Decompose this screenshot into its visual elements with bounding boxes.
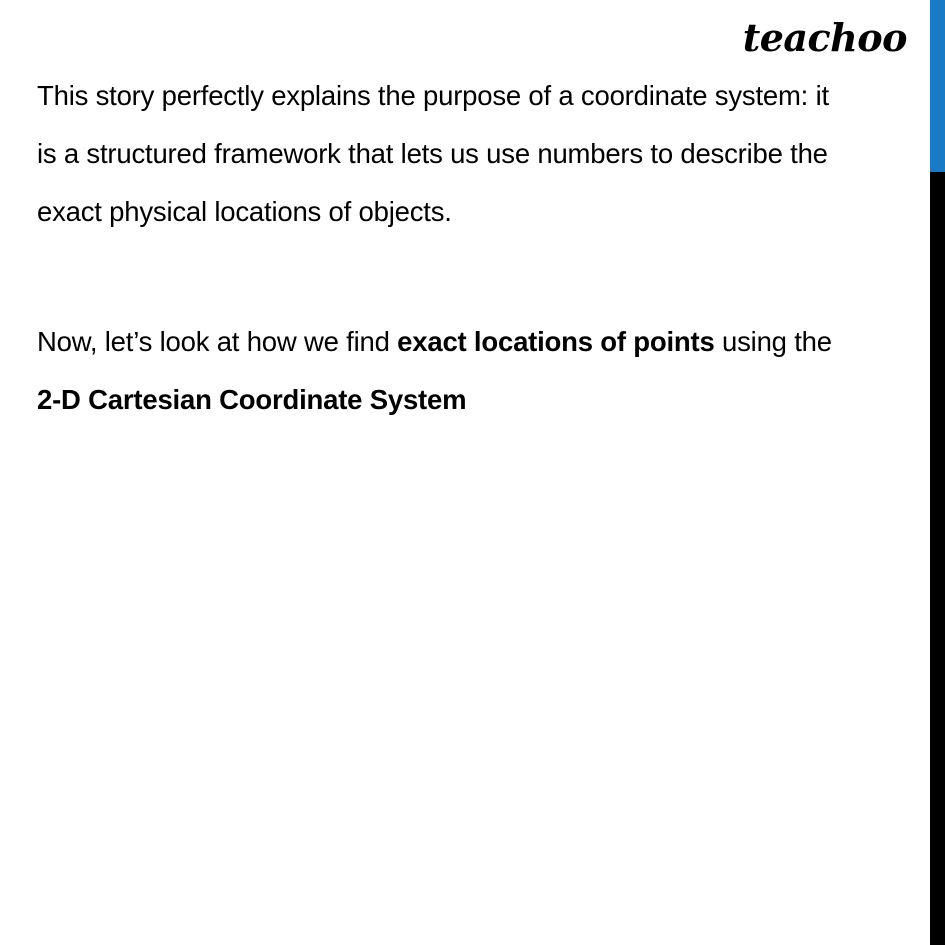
- paragraph-explanation: [37, 67, 917, 241]
- paragraph-line-3: exact physical locations of objects.: [37, 196, 452, 227]
- paragraph-line-2: is a structured framework that lets us use numbers to describe the: [37, 138, 828, 169]
- next-step-intro: Now, let’s look at how we find: [37, 326, 398, 357]
- paragraph-line-1: This story perfectly explains the purpose of a coordinate system: it: [37, 80, 829, 111]
- sidebar-accent-bar: [930, 0, 945, 172]
- slide-content: [37, 67, 917, 429]
- next-step-after: using the: [714, 326, 832, 357]
- teachoo-logo: teachoo: [742, 15, 907, 60]
- paragraph-next-step: [37, 313, 917, 429]
- sidebar-dark-bar: [930, 172, 945, 945]
- emphasis-exact-locations: exact locations of points: [397, 326, 715, 357]
- emphasis-cartesian-system: 2-D Cartesian Coordinate System: [37, 384, 467, 415]
